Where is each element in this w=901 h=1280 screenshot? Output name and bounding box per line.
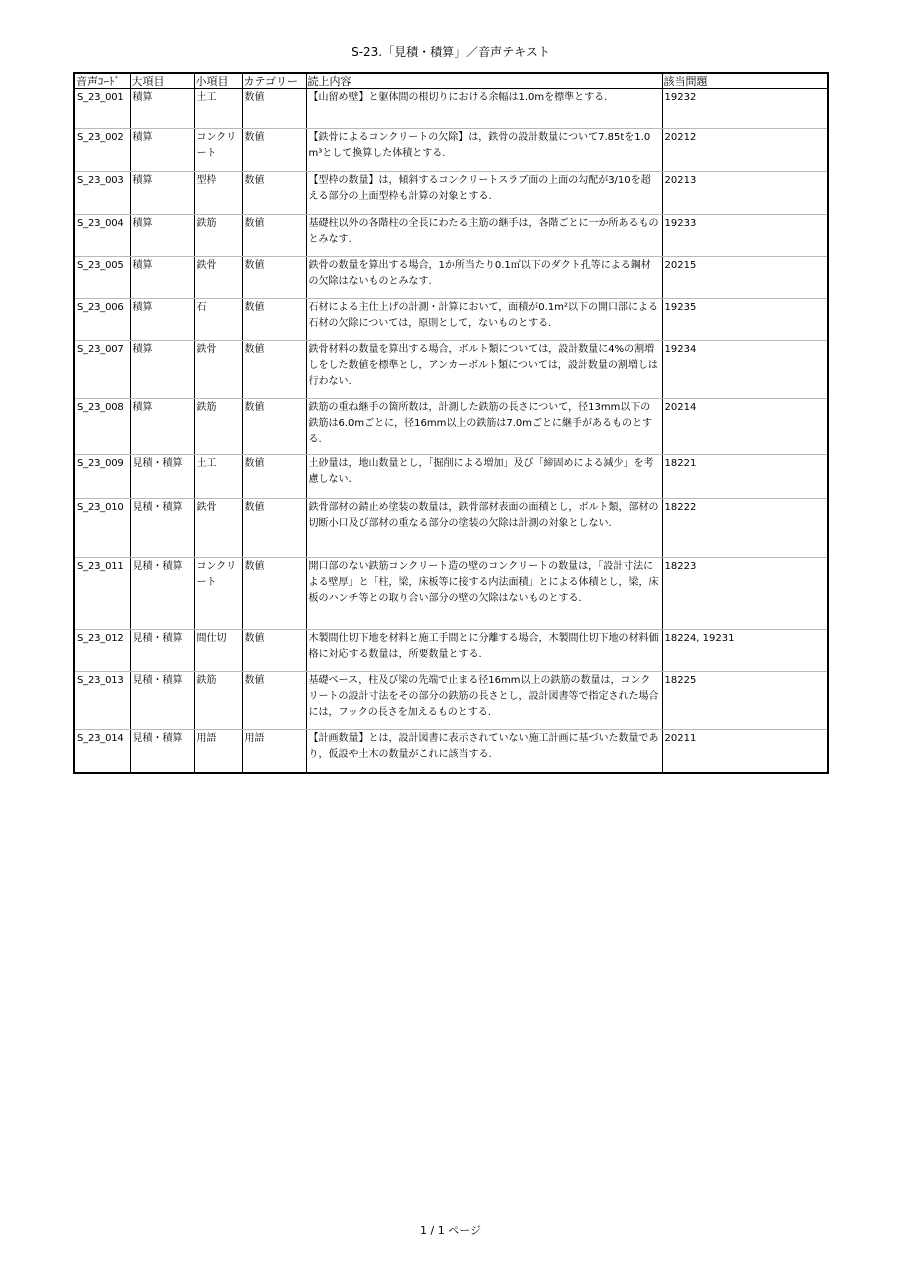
row-text-cell: 【鉄骨によるコンクリートの欠除】は，鉄骨の設計数量について7.85tを1.0m³として換算した体積とする. bbox=[306, 129, 662, 172]
row-problems-cell: 19235 bbox=[662, 299, 828, 341]
row-problems-cell: 20214 bbox=[662, 399, 828, 455]
table-row bbox=[74, 215, 828, 257]
row-text-cell: 鉄骨の数量を算出する場合，1か所当たり0.1㎡以下のダクト孔等による鋼材の欠除はないものとみなす. bbox=[306, 257, 662, 299]
row-code-cell: S_23_006 bbox=[74, 299, 130, 341]
row-minor-cell: 土工 bbox=[194, 89, 242, 129]
document-title: S-23.「見積・積算」／音声テキスト bbox=[351, 45, 550, 59]
row-minor-cell: 鉄筋 bbox=[194, 672, 242, 730]
row-category-cell: 用語 bbox=[242, 730, 306, 773]
row-problems-cell: 18224, 19231 bbox=[662, 630, 828, 672]
column-header-category: カテゴリー bbox=[242, 73, 306, 89]
audio-text-table bbox=[73, 72, 829, 774]
row-text-cell: 鉄筋の重ね継手の箇所数は，計測した鉄筋の長さについて，径13mm以下の鉄筋は6.0mごとに，径16mm以上の鉄筋は7.0mごとに継手があるものとする. bbox=[306, 399, 662, 455]
row-minor-cell: 用語 bbox=[194, 730, 242, 773]
row-code-cell: S_23_014 bbox=[74, 730, 130, 773]
row-major-cell: 積算 bbox=[130, 399, 194, 455]
row-minor-cell: 鉄骨 bbox=[194, 499, 242, 558]
row-text-cell: 基礎ベース，柱及び梁の先端で止まる径16mm以上の鉄筋の数量は，コンクリートの設計寸法をその部分の鉄筋の長さとし，設計図書等で指定された場合には，フックの長さを加えるものとする. bbox=[306, 672, 662, 730]
row-problems-cell: 20211 bbox=[662, 730, 828, 773]
row-minor-cell: 鉄筋 bbox=[194, 215, 242, 257]
row-category-cell: 数値 bbox=[242, 558, 306, 630]
row-minor-cell: コンクリート bbox=[194, 129, 242, 172]
column-header-major: 大項目 bbox=[130, 73, 194, 89]
table-row bbox=[74, 129, 828, 172]
table-row bbox=[74, 89, 828, 129]
row-minor-cell: 間仕切 bbox=[194, 630, 242, 672]
row-minor-cell: 鉄筋 bbox=[194, 399, 242, 455]
row-problems-cell: 20215 bbox=[662, 257, 828, 299]
row-category-cell: 数値 bbox=[242, 172, 306, 215]
row-major-cell: 見積・積算 bbox=[130, 499, 194, 558]
row-category-cell: 数値 bbox=[242, 630, 306, 672]
row-code-cell: S_23_011 bbox=[74, 558, 130, 630]
row-code-cell: S_23_001 bbox=[74, 89, 130, 129]
row-code-cell: S_23_004 bbox=[74, 215, 130, 257]
column-header-minor: 小項目 bbox=[194, 73, 242, 89]
row-major-cell: 見積・積算 bbox=[130, 558, 194, 630]
row-code-cell: S_23_009 bbox=[74, 455, 130, 499]
row-major-cell: 見積・積算 bbox=[130, 672, 194, 730]
row-text-cell: 【山留め壁】と躯体間の根切りにおける余幅は1.0mを標準とする. bbox=[306, 89, 662, 129]
row-minor-cell: 鉄骨 bbox=[194, 341, 242, 399]
row-text-cell: 開口部のない鉄筋コンクリート造の壁のコンクリートの数量は，「設計寸法による壁厚」と「柱，梁，床板等に接する内法面積」とによる体積とし，梁，床板のハンチ等との取り合い部分の壁の欠除はないものとする. bbox=[306, 558, 662, 630]
table-body bbox=[74, 89, 828, 773]
row-major-cell: 積算 bbox=[130, 215, 194, 257]
column-header-code: 音声ｺｰﾄﾞ bbox=[74, 73, 130, 89]
row-category-cell: 数値 bbox=[242, 299, 306, 341]
table-row bbox=[74, 672, 828, 730]
row-text-cell: 石材による主仕上げの計測・計算において，面積が0.1m²以下の開口部による石材の欠除については，原則として，ないものとする. bbox=[306, 299, 662, 341]
column-header-problems: 該当問題 bbox=[662, 73, 828, 89]
row-major-cell: 見積・積算 bbox=[130, 730, 194, 773]
row-text-cell: 鉄骨材料の数量を算出する場合，ボルト類については，設計数量に4%の割増しをした数値を標準とし，アンカーボルト類については，設計数量の割増しは行わない. bbox=[306, 341, 662, 399]
table-row bbox=[74, 455, 828, 499]
row-code-cell: S_23_005 bbox=[74, 257, 130, 299]
row-code-cell: S_23_012 bbox=[74, 630, 130, 672]
row-problems-cell: 20213 bbox=[662, 172, 828, 215]
row-major-cell: 積算 bbox=[130, 89, 194, 129]
row-code-cell: S_23_002 bbox=[74, 129, 130, 172]
row-problems-cell: 18225 bbox=[662, 672, 828, 730]
row-minor-cell: コンクリート bbox=[194, 558, 242, 630]
row-major-cell: 積算 bbox=[130, 341, 194, 399]
row-text-cell: 【型枠の数量】は，傾斜するコンクリートスラブ面の上面の勾配が3/10を超える部分の上面型枠も計算の対象とする. bbox=[306, 172, 662, 215]
row-major-cell: 積算 bbox=[130, 172, 194, 215]
row-major-cell: 積算 bbox=[130, 299, 194, 341]
table-row bbox=[74, 499, 828, 558]
row-text-cell: 基礎柱以外の各階柱の全長にわたる主筋の継手は，各階ごとに一か所あるものとみなす. bbox=[306, 215, 662, 257]
row-code-cell: S_23_003 bbox=[74, 172, 130, 215]
row-major-cell: 積算 bbox=[130, 257, 194, 299]
row-major-cell: 積算 bbox=[130, 129, 194, 172]
row-code-cell: S_23_010 bbox=[74, 499, 130, 558]
row-problems-cell: 18223 bbox=[662, 558, 828, 630]
row-code-cell: S_23_013 bbox=[74, 672, 130, 730]
row-code-cell: S_23_008 bbox=[74, 399, 130, 455]
row-problems-cell: 19233 bbox=[662, 215, 828, 257]
row-major-cell: 見積・積算 bbox=[130, 455, 194, 499]
row-minor-cell: 鉄骨 bbox=[194, 257, 242, 299]
row-category-cell: 数値 bbox=[242, 499, 306, 558]
row-problems-cell: 18222 bbox=[662, 499, 828, 558]
row-category-cell: 数値 bbox=[242, 399, 306, 455]
table-header-row bbox=[74, 73, 828, 89]
table-row bbox=[74, 299, 828, 341]
row-minor-cell: 土工 bbox=[194, 455, 242, 499]
row-problems-cell: 19234 bbox=[662, 341, 828, 399]
row-category-cell: 数値 bbox=[242, 129, 306, 172]
row-category-cell: 数値 bbox=[242, 215, 306, 257]
table-row bbox=[74, 730, 828, 773]
row-category-cell: 数値 bbox=[242, 257, 306, 299]
row-text-cell: 土砂量は，地山数量とし，「掘削による増加」及び「締固めによる減少」を考慮しない. bbox=[306, 455, 662, 499]
page-footer: 1 / 1 ページ bbox=[420, 1224, 481, 1237]
row-code-cell: S_23_007 bbox=[74, 341, 130, 399]
row-category-cell: 数値 bbox=[242, 455, 306, 499]
row-text-cell: 【計画数量】とは，設計図書に表示されていない施工計画に基づいた数量であり，仮設や土木の数量がこれに該当する. bbox=[306, 730, 662, 773]
row-problems-cell: 19232 bbox=[662, 89, 828, 129]
row-text-cell: 木製間仕切下地を材料と施工手間とに分離する場合，木製間仕切下地の材料価格に対応する数量は，所要数量とする. bbox=[306, 630, 662, 672]
row-major-cell: 見積・積算 bbox=[130, 630, 194, 672]
table-row bbox=[74, 257, 828, 299]
row-minor-cell: 型枠 bbox=[194, 172, 242, 215]
table-row bbox=[74, 341, 828, 399]
row-text-cell: 鉄骨部材の錆止め塗装の数量は，鉄骨部材表面の面積とし，ボルト類，部材の切断小口及び部材の重なる部分の塗装の欠除は計測の対象としない. bbox=[306, 499, 662, 558]
table-row bbox=[74, 399, 828, 455]
table-row bbox=[74, 630, 828, 672]
row-minor-cell: 石 bbox=[194, 299, 242, 341]
column-header-text: 読上内容 bbox=[306, 73, 662, 89]
table-row bbox=[74, 558, 828, 630]
row-category-cell: 数値 bbox=[242, 89, 306, 129]
row-category-cell: 数値 bbox=[242, 672, 306, 730]
table-row bbox=[74, 172, 828, 215]
row-problems-cell: 20212 bbox=[662, 129, 828, 172]
row-problems-cell: 18221 bbox=[662, 455, 828, 499]
row-category-cell: 数値 bbox=[242, 341, 306, 399]
